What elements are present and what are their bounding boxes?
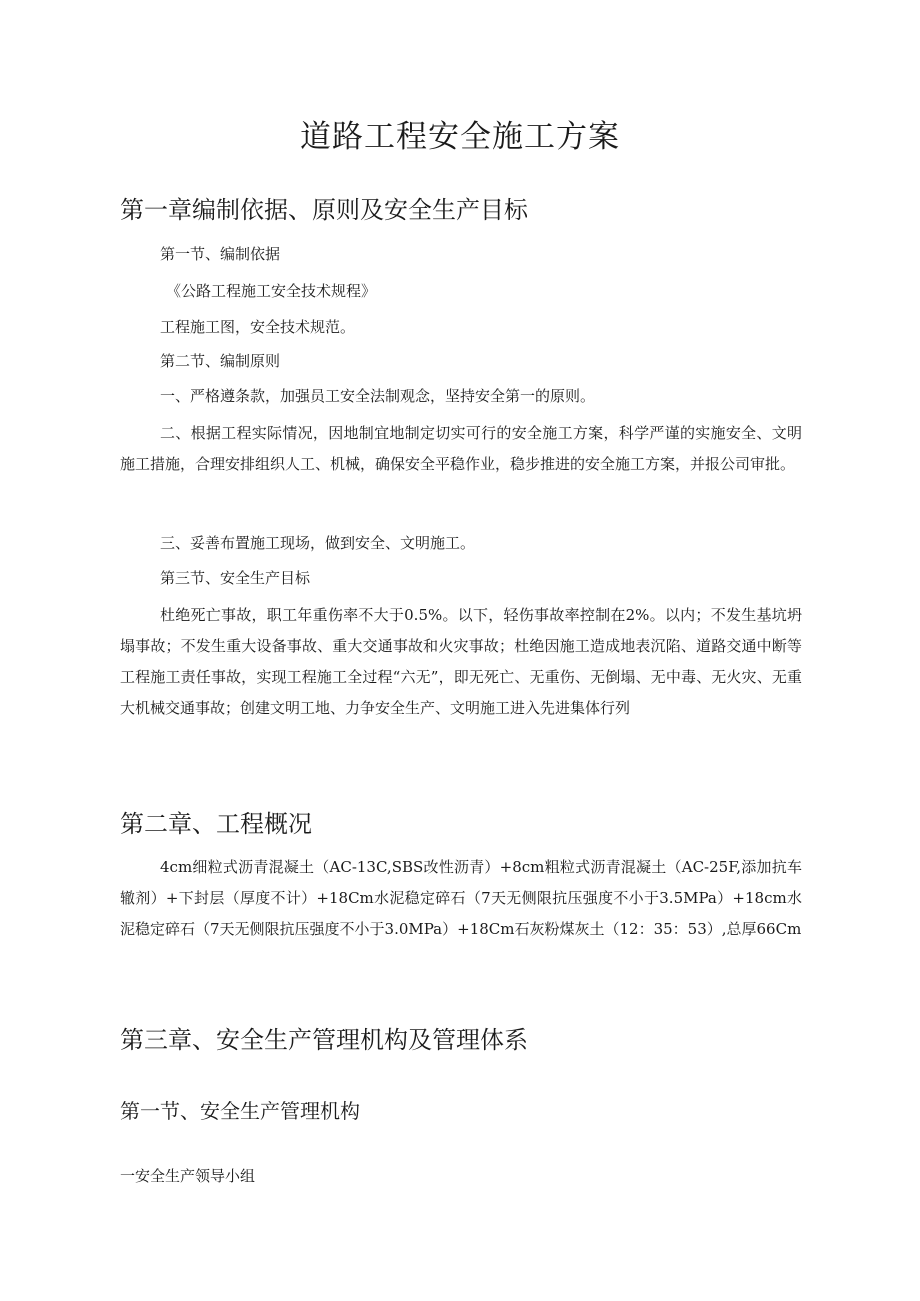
section-3-1-heading: 第一节、安全生产管理机构 <box>120 1099 360 1123</box>
principle-3: 三、妥善布置施工现场，做到安全、文明施工。 <box>160 534 476 552</box>
section-1-1-heading: 第一节、编制依据 <box>160 245 281 263</box>
chapter-3-heading: 第三章、安全生产管理机构及管理体系 <box>120 1026 528 1054</box>
chapter-1-heading: 第一章编制依据、原则及安全生产目标 <box>120 196 528 224</box>
principle-2: 二、根据工程实际情况，因地制宜地制定切实可行的安全施工方案，科学严谨的实施安全、文明施工措施，合理安排组织人工、机械，确保安全平稳作业，稳步推进的安全施工方案，并报公司审批。 <box>120 424 802 473</box>
safety-goal-paragraph: 杜绝死亡事故，职工年重伤率不大于0.5%。以下，轻伤事故率控制在2%。以内；不发生基坑坍塌事故；不发生重大设备事故、重大交通事故和火灾事故；杜绝因施工造成地表沉陷、道路交通中断等工程施工责任事故，实现工程施工全过程“六无”，即无死亡、无重伤、无倒塌、无中毒、无火灾、无重大机械交通事故；创建文明工地、力争安全生产、文明施工进入先进集体行列 <box>120 606 802 717</box>
chapter-2-heading: 第二章、工程概况 <box>120 810 312 838</box>
project-overview-paragraph: 4cm细粒式沥青混凝土（AC-13C,SBS改性沥青）+8cm粗粒式沥青混凝土（AC-25F,添加抗车辙剂）+下封层（厚度不计）+18Cm水泥稳定碎石（7天无侧限抗压强度不小于3.5MPa）+18cm水泥稳定碎石（7天无侧限抗压强度不小于3.0MPa）+18Cm石灰粉煤灰土（12：35：53）,总厚66Cm <box>120 858 802 938</box>
section-1-2-heading: 第二节、编制原则 <box>160 352 281 370</box>
basis-item-2: 工程施工图，安全技术规范。 <box>160 318 356 336</box>
section-1-3-heading: 第三节、安全生产目标 <box>160 569 311 587</box>
principle-1: 一、严格遵条款，加强员工安全法制观念，坚持安全第一的原则。 <box>160 387 596 405</box>
document-title: 道路工程安全施工方案 <box>300 119 620 155</box>
basis-item-1: 《公路工程施工安全技术规程》 <box>166 282 377 300</box>
leadership-group-item: 一安全生产领导小组 <box>120 1167 256 1185</box>
